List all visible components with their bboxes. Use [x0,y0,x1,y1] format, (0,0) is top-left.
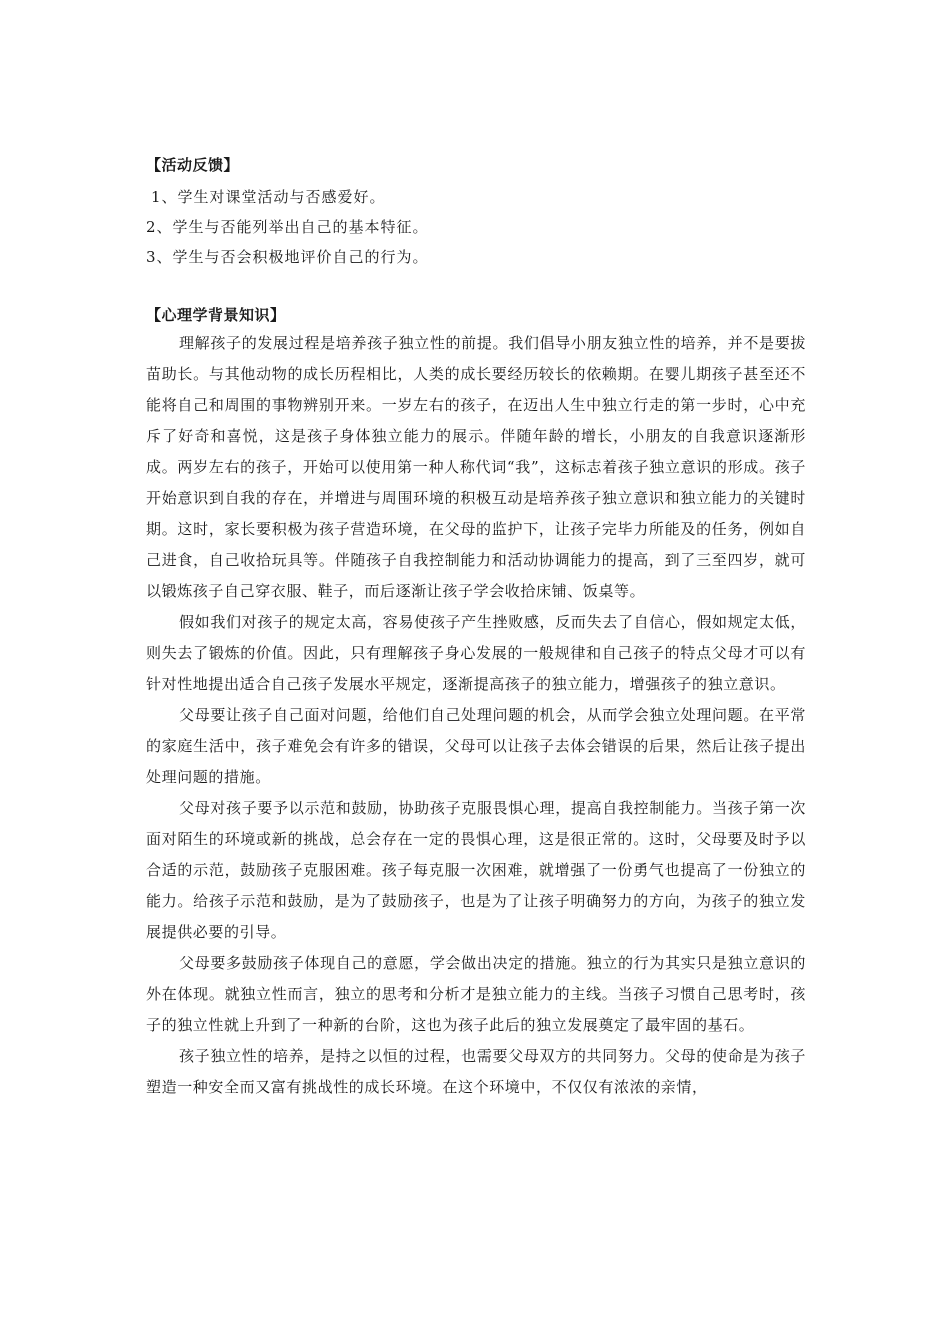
feedback-item: 3、学生与否会积极地评价自己的行为。 [146,248,429,266]
section-spacer [146,272,806,304]
psychology-background-title: 【心理学背景知识】 [146,306,286,324]
document-page [146,154,806,1103]
feedback-item: 1、学生对课堂活动与否感爱好。 [151,188,386,206]
body-paragraph: 孩子独立性的培养，是持之以恒的过程，也需要父母双方的共同努力。父母的使命是为孩子塑造一种安全而又富有挑战性的成长环境。在这个环境中，不仅仅有浓浓的亲情， [146,1047,806,1096]
feedback-list [146,182,806,272]
body-paragraph: 理解孩子的发展过程是培养孩子独立性的前提。我们倡导小朋友独立性的培养，并不是要拔苗助长。与其他动物的成长历程相比，人类的成长要经历较长的依赖期。在婴儿期孩子甚至还不能将自己和周围的事物辨别开来。一岁左右的孩子，在迈出人生中独立行走的第一步时，心中充斥了好奇和喜悦，这是孩子身体独立能力的展示。伴随年龄的增长，小朋友的自我意识逐渐形成。两岁左右的孩子，开始可以使用第一种人称代词“我”，这标志着孩子独立意识的形成。孩子开始意识到自我的存在，并增进与周围环境的积极互动是培养孩子独立意识和独立能力的关键时期。这时，家长要积极为孩子营造环境，在父母的监护下，让孩子完毕力所能及的任务，例如自己进食，自己收拾玩具等。伴随孩子自我控制能力和活动协调能力的提高，到了三至四岁，就可以锻炼孩子自己穿衣服、鞋子，而后逐渐让孩子学会收拾床铺、饭桌等。 [146,334,806,600]
activity-feedback-title: 【活动反馈】 [146,156,240,174]
body-paragraph: 假如我们对孩子的规定太高，容易使孩子产生挫败感，反而失去了自信心，假如规定太低，则失去了锻炼的价值。因此，只有理解孩子身心发展的一般规律和自己孩子的特点父母才可以有针对性地提出适合自己孩子发展水平规定，逐渐提高孩子的独立能力，增强孩子的独立意识。 [146,613,806,693]
feedback-item: 2、学生与否能列举出自己的基本特征。 [146,218,429,236]
body-paragraph: 父母对孩子要予以示范和鼓励，协助孩子克服畏惧心理，提高自我控制能力。当孩子第一次面对陌生的环境或新的挑战，总会存在一定的畏惧心理，这是很正常的。这时，父母要及时予以合适的示范，鼓励孩子克服困难。孩子每克服一次困难，就增强了一份勇气也提高了一份独立的能力。给孩子示范和鼓励，是为了鼓励孩子，也是为了让孩子明确努力的方向，为孩子的独立发展提供必要的引导。 [146,799,806,941]
body-paragraph: 父母要多鼓励孩子体现自己的意愿，学会做出决定的措施。独立的行为其实只是独立意识的外在体现。就独立性而言，独立的思考和分析才是独立能力的主线。当孩子习惯自己思考时，孩子的独立性就上升到了一种新的台阶，这也为孩子此后的独立发展奠定了最牢固的基石。 [146,954,806,1034]
body-paragraph: 父母要让孩子自己面对问题，给他们自己处理问题的机会，从而学会独立处理问题。在平常的家庭生活中，孩子难免会有许多的错误，父母可以让孩子去体会错误的后果，然后让孩子提出处理问题的措施。 [146,706,806,786]
